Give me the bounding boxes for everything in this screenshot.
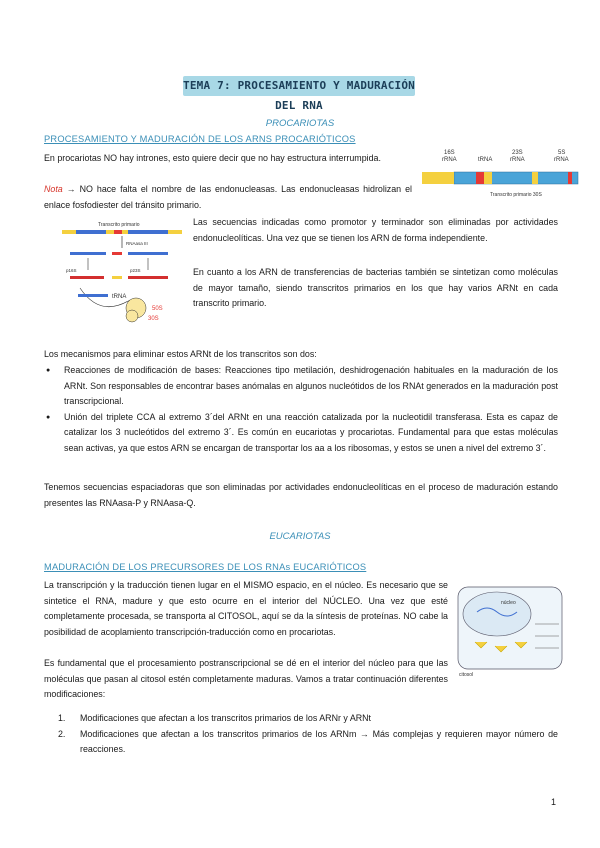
svg-text:p16S: p16S	[66, 268, 77, 273]
list-item: ● Reacciones de modificación de bases: Reacciones tipo metilación, deshidrogenación habituales en la maduración de los ARNt. Son responsables de encontrar bases anómalas en algunos nucleótidos de los RNAt generados en la maduración post transcripcional.	[44, 363, 558, 410]
svg-text:Transcrito primario: Transcrito primario	[98, 222, 140, 228]
diagram-caption: Transcrito primario 30S	[490, 192, 542, 198]
diagram-label-16s: 16S	[444, 150, 455, 156]
modifications-list	[58, 711, 558, 758]
subheading-eukaryotic-rna: MADURACIÓN DE LOS PRECURSORES DE LOS RNAs EUCARIÓTICOS	[44, 562, 367, 572]
list-item: 2. Modificaciones que afectan a los transcritos primarios de los ARNm → Más complejas y requieren mayor número de reacciones.	[58, 728, 558, 755]
svg-text:rRNA: rRNA	[554, 157, 569, 163]
leader-segment	[422, 172, 454, 184]
svg-text:50S: 50S	[152, 306, 163, 312]
note-text: → NO hace falta el nombre de las endonucleasas. Las endonucleasas hidrolizan el enlace fosfodiester del tránsito primario.	[44, 184, 412, 210]
paragraph-promoter-terminator: Las secuencias indicadas como promotor y terminador son eliminadas por actividades endonucleolíticas. Una vez que se tienen los ARN de forma independiente.	[193, 217, 558, 243]
paragraph-bacterial-trna: En cuanto a los ARN de transferencias de bacterias también se sintetizan como moléculas de mayor tamaño, siendo transcritos primarios en los que hay varios ARNt en cada transcrito primario.	[193, 267, 558, 309]
paragraph-nucleus: La transcripción y la traducción tienen lugar en el MISMO espacio, en el núcleo. Es necesario que se sintetice el RNA, madure y que esto ocurre en el interior del NÚCLEO. Una vez que esté completamente procesada, se transporta al CITOSOL, aquí se da la síntesis de proteínas. NO cabe la posibilidad de acoplamiento transcripción-traducción como en procariotas.	[44, 580, 448, 637]
list-item: 1. Modificaciones que afectan a los transcritos primarios de los ARNr y ARNt	[58, 713, 372, 723]
paragraph-postranscriptional: Es fundamental que el procesamiento postranscripcional se dé en el interior del núcleo para que las moléculas que pasan al citosol estén completamente maduras. Vamos a tratar continuación diferentes modificaciones:	[44, 658, 448, 700]
diagram-label-23s: 23S	[512, 150, 523, 156]
cell-diagram	[455, 584, 567, 680]
diagram-label-5s: 5S	[558, 150, 566, 156]
note-paragraph	[44, 182, 412, 213]
transcript-bar	[454, 172, 578, 184]
paragraph-spacers: Tenemos secuencias espaciadoras que son eliminadas por actividades endonucleolíticas en el proceso de maduración estando presentes las RNAasa-P y RNAasa-Q.	[44, 482, 558, 508]
paragraph-mechanisms: Los mecanismos para eliminar estos ARNt de los transcritos son dos:	[44, 349, 317, 359]
mechanisms-list	[44, 363, 558, 457]
ribosome-30s-icon	[126, 310, 138, 322]
paragraph-no-introns: En procariotas NO hay intrones, esto quiere decir que no hay estructura interrumpida.	[44, 153, 381, 163]
page-number: 1	[550, 797, 556, 807]
svg-text:rRNA: rRNA	[442, 157, 457, 163]
svg-text:rRNA: rRNA	[510, 157, 525, 163]
note-label: Nota	[44, 184, 63, 194]
diagram-label-trna: tRNA	[478, 157, 493, 163]
subheading-prokaryotic-rna: PROCESAMIENTO Y MADURACIÓN DE LOS ARNS PROCARIÓTICOS	[44, 134, 356, 144]
trna-segment	[476, 172, 484, 184]
svg-text:núcleo: núcleo	[501, 600, 516, 606]
section-heading-prokaryotes: PROCARIOTAS	[265, 118, 335, 129]
rrna-operon-diagram	[420, 144, 580, 200]
nucleus-icon	[463, 592, 531, 636]
svg-text:30S: 30S	[148, 316, 159, 322]
page-title: TEMA 7: PROCESAMIENTO Y MADURACIÓN DEL RNA	[183, 76, 415, 96]
svg-text:RNAasa III: RNAasa III	[126, 241, 148, 246]
svg-text:tRNA: tRNA	[112, 294, 127, 300]
svg-text:p23S: p23S	[130, 268, 141, 273]
svg-text:citosol: citosol	[459, 672, 474, 678]
list-item: ● Unión del triplete CCA al extremo 3´del ARNt en una reacción catalizada por la nucleotidil transferasa. Esta es capaz de catalizar los 3 nucleótidos del extremo 3´. Es común en eucariotas y procariotas. Fundamental para que estas moléculas sean activas, ya que estos ARN se encargan de transportar los aa a los ribosomas, y estos se unen a nivel del extremo 3´.	[44, 410, 558, 457]
section-heading-eukaryotes: EUCARIOTAS	[269, 531, 331, 542]
rna-processing-diagram	[58, 218, 186, 328]
